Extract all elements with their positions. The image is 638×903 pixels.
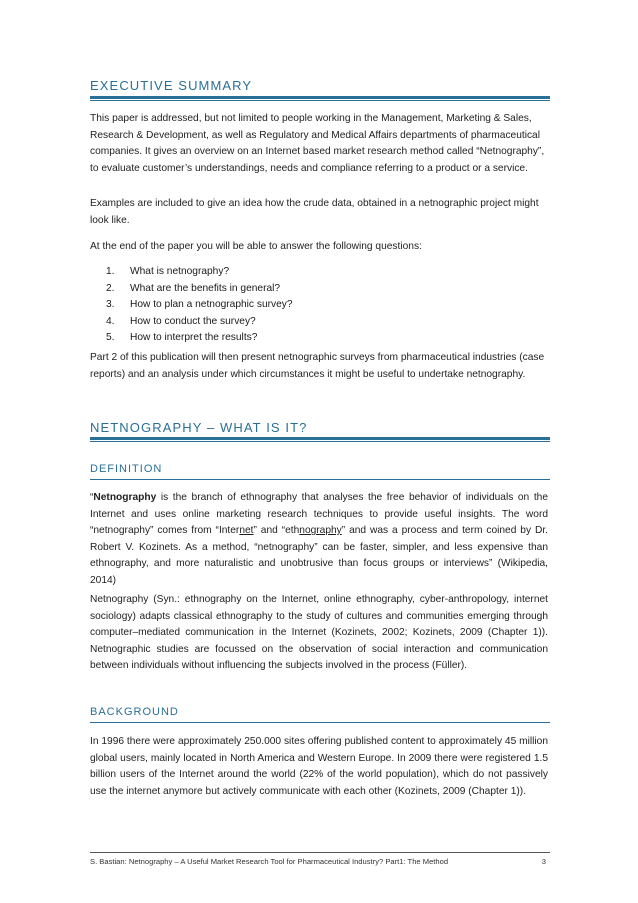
page-footer <box>90 857 550 866</box>
list-item: 4. How to conduct the survey? <box>106 315 256 327</box>
heading-netnography: NETNOGRAPHY – WHAT IS IT? <box>90 420 308 435</box>
exec-summary-paragraph-1: This paper is addressed, but not limited to people working in the Management, Marketing & Sales, Research & Development, as well as Regulatory and Medical Affairs departments of pharmaceutical companies. It gives an overview on an Internet based market research method called “Netnography”, to evaluate customer’s understandings, needs and compliance referring to a product or a service. <box>90 113 545 174</box>
heading-background: BACKGROUND <box>90 706 179 718</box>
footer-rule <box>90 852 550 853</box>
list-item: 1. What is netnography? <box>106 266 230 277</box>
exec-summary-paragraph-2: Examples are included to give an idea how the crude data, obtained in a netnographic project might look like. <box>90 198 539 226</box>
heading-rule <box>90 96 550 99</box>
definition-paragraph-2: Netnography (Syn.: ethnography on the Internet, online ethnography, cyber-anthropology, internet sociology) adapts classical ethnography to the study of cultures and communities emerging through computer–mediated communication in the Internet (Kozinets, 2002; Kozinets, 2009 (Chapter 1)). Netnographic studies are focussed on the observation of social interaction and communication between individuals without influencing the subjects involved in the process (Füller). <box>90 594 548 672</box>
page-number: 3 <box>541 857 546 866</box>
definition-paragraph-1: “Netnography is the branch of ethnography that analyses the free behavior of individuals on the Internet and uses online marketing research techniques to provide useful insights. The word “netnography” comes from “Internet” and “ethnography” and was a process and term coined by Dr. Robert V. Kozinets. As a method, “netnography” can be faster, simpler, and less expensive than ethnography, and more naturalistic and unobtrusive than focus groups or interviews” (Wikipedia, 2014) <box>90 492 548 586</box>
exec-summary-paragraph-3: At the end of the paper you will be able to answer the following questions: <box>90 241 422 252</box>
heading-rule <box>90 437 550 440</box>
footer-text: S. Bastian: Netnography – A Useful Market Research Tool for Pharmaceutical Industry? Part1: The Method <box>90 857 449 866</box>
heading-executive-summary: EXECUTIVE SUMMARY <box>90 78 253 93</box>
subheading-rule <box>90 479 550 480</box>
questions-list <box>90 264 530 347</box>
exec-summary-paragraph-4: Part 2 of this publication will then present netnographic surveys from pharmaceutical industries (case reports) and an analysis under which circumstances it might be useful to undertake netnography. <box>90 352 545 380</box>
list-item: 3. How to plan a netnographic survey? <box>106 299 293 311</box>
background-paragraph-1: In 1996 there were approximately 250.000 sites offering published content to approximately 45 million global users, mainly located in North America and Western Europe. In 2009 there were registered 1.5 billion users of the Internet around the world (22% of the world population), which do not passively use the internet anymore but actively communicate with each other (Kozinets, 2009 (Chapter 1)). <box>90 736 548 797</box>
list-item: 5. How to interpret the results? <box>106 332 258 344</box>
subheading-rule <box>90 722 550 723</box>
list-item: 2. What are the benefits in general? <box>106 282 281 294</box>
heading-rule-thin <box>90 441 550 442</box>
term-netnography: Netnography <box>93 492 157 503</box>
heading-definition: DEFINITION <box>90 463 163 475</box>
heading-rule-thin <box>90 100 550 101</box>
